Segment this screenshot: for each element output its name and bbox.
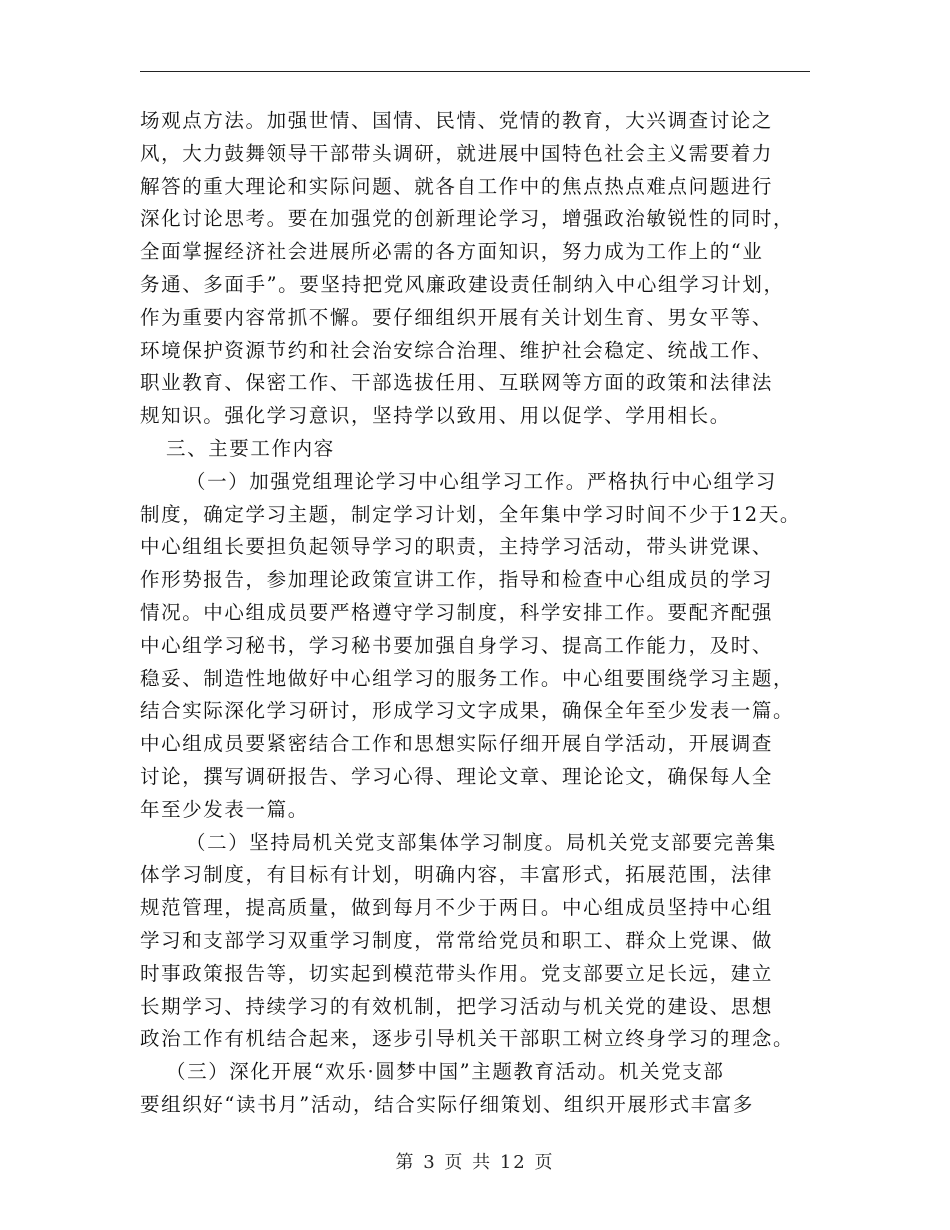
text-line: 稳妥、制造性地做好中心组学习的服务工作。中心组要围绕学习主题，: [140, 666, 795, 690]
text-line: 深化讨论思考。要在加强党的创新理论学习，增强政治敏锐性的同时，: [140, 207, 795, 231]
paragraph-start: （二）坚持局机关党支部集体学习制度。局机关党支部要完善集: [186, 830, 777, 854]
section-heading: 三、主要工作内容: [166, 436, 335, 460]
text-line: 场观点方法。加强世情、国情、民情、党情的教育，大兴调查讨论之: [140, 109, 774, 132]
text-line: 时事政策报告等，切实起到模范带头作用。党支部要立足长远，建立: [140, 961, 774, 985]
text-line: 作形势报告，参加理论政策宣讲工作，指导和检查中心组成员的学习: [140, 568, 774, 592]
header-rule: [140, 71, 810, 72]
text-line: 中心组组长要担负起领导学习的职责，主持学习活动，带头讲党课、: [140, 535, 774, 559]
text-line: 规知识。强化学习意识，坚持学以致用、用以促学、学用相长。: [140, 404, 731, 428]
text-line: 中心组成员要紧密结合工作和思想实际仔细开展自学活动，开展调查: [140, 732, 774, 756]
text-line: 体学习制度，有目标有计划，明确内容，丰富形式，拓展范围，法律: [140, 863, 774, 887]
text-line: 作为重要内容常抓不懈。要仔细组织开展有关计划生育、男女平等、: [140, 305, 774, 329]
text-line: 情况。中心组成员要严格遵守学习制度，科学安排工作。要配齐配强: [140, 600, 774, 624]
text-line: 要组织好“读书月”活动，结合实际仔细策划、组织开展形式丰富多: [140, 1092, 754, 1116]
text-line: 年至少发表一篇。: [140, 797, 309, 821]
text-line: 政治工作有机结合起来，逐步引导机关干部职工树立终身学习的理念。: [140, 1027, 795, 1051]
text-line: 全面掌握经济社会进展所必需的各方面知识，努力成为工作上的“业: [140, 240, 764, 264]
text-line: 长期学习、持续学习的有效机制，把学习活动与机关党的建设、思想: [140, 994, 774, 1018]
text-line: 讨论，撰写调研报告、学习心得、理论文章、理论论文，确保每人全: [140, 764, 774, 788]
paragraph-start: （一）加强党组理论学习中心组学习工作。严格执行中心组学习: [186, 469, 777, 493]
text-line: 解答的重大理论和实际问题、就各自工作中的焦点热点难点问题进行: [140, 174, 774, 198]
text-line: 结合实际深化学习研讨，形成学习文字成果，确保全年至少发表一篇。: [140, 699, 795, 723]
text-line: 环境保护资源节约和社会治安综合治理、维护社会稳定、统战工作、: [140, 338, 774, 362]
document-body: [140, 105, 810, 1122]
text-line: 务通、多面手”。要坚持把党风廉政建设责任制纳入中心组学习计划，: [140, 272, 785, 296]
text-line: 学习和支部学习双重学习制度，常常给党员和职工、群众上党课、做: [140, 928, 774, 952]
text-line: 中心组学习秘书，学习秘书要加强自身学习、提高工作能力，及时、: [140, 633, 774, 657]
text-line: 规范管理，提高质量，做到每月不少于两日。中心组成员坚持中心组: [140, 896, 774, 920]
paragraph-start: （三）深化开展“欢乐·圆梦中国”主题教育活动。机关党支部: [166, 1060, 725, 1084]
page-number: 第 3 页 共 12 页: [395, 1152, 555, 1173]
text-line: 制度，确定学习主题，制定学习计划，全年集中学习时间不少于12天。: [140, 502, 802, 526]
text-line: 职业教育、保密工作、干部选拔任用、互联网等方面的政策和法律法: [140, 371, 774, 395]
text-line: 风，大力鼓舞领导干部带头调研，就进展中国特色社会主义需要着力: [140, 141, 774, 165]
